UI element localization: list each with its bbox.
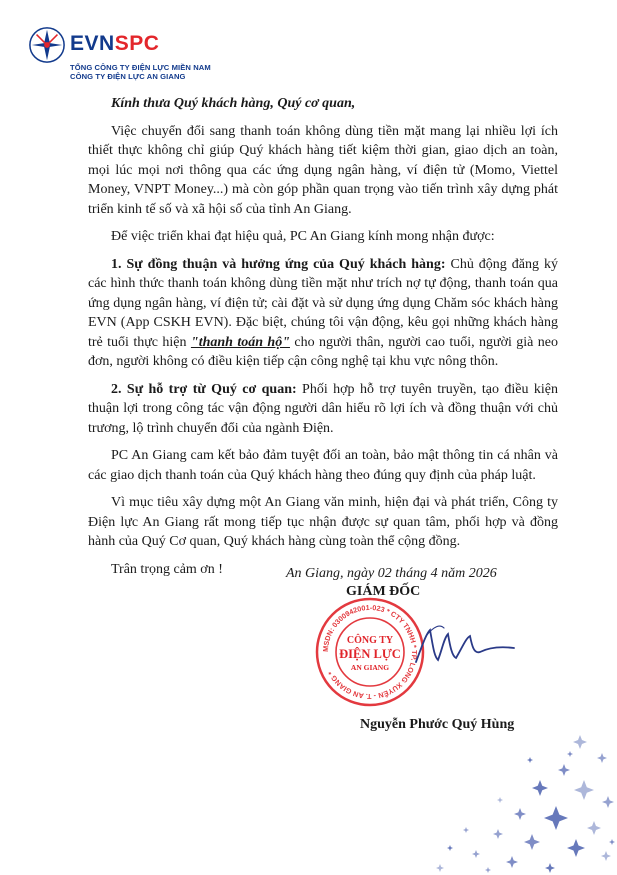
- closing-line: Trân trọng cảm ơn !: [111, 561, 223, 577]
- sparkle-star-icon: [447, 845, 453, 851]
- request-item-2: [88, 380, 558, 439]
- sparkle-star-icon: [545, 863, 555, 873]
- request-item-2-heading: 2. Sự hỗ trợ từ Quý cơ quan:: [111, 381, 297, 397]
- sparkle-star-icon: [609, 839, 615, 845]
- org-line-1: TỔNG CÔNG TY ĐIỆN LỰC MIỀN NAM: [70, 63, 211, 72]
- letter-body: [88, 94, 558, 587]
- sparkle-star-icon: [567, 839, 585, 857]
- sparkle-star-icon: [544, 806, 568, 830]
- salutation: Kính thưa Quý khách hàng, Quý cơ quan,: [111, 96, 356, 111]
- sparkle-star-icon: [527, 757, 533, 763]
- sparkle-star-icon: [532, 780, 548, 796]
- paragraph-request-intro: Để việc triển khai đạt hiệu quả, PC An Giang kính mong nhận được:: [111, 229, 495, 244]
- sparkle-star-icon: [597, 753, 607, 763]
- request-item-1-heading: 1. Sự đồng thuận và hưởng ứng của Quý khách hàng:: [111, 256, 446, 272]
- paragraph-benefits: Việc chuyển đổi sang thanh toán không dùng tiền mặt mang lại nhiều lợi ích thiết thực không chỉ giúp Quý khách hàng tiết kiệm thời gian, giao dịch an toàn, mọi lúc mọi nơi thông qua các ứng dụng ngân hàng, ví điện tử (Momo, Viettel Money, VNPT Money...) mà còn góp phần quan trọng vào tiến trình xây dựng phát triển kinh tế số và xã hội số của tỉnh An Giang.: [88, 123, 558, 217]
- sparkle-star-icon: [463, 827, 469, 833]
- org-line-2: CÔNG TY ĐIỆN LỰC AN GIANG: [70, 72, 186, 81]
- sparkle-star-icon: [436, 864, 444, 872]
- sparkle-star-icon: [567, 751, 573, 757]
- sparkle-star-icon: [485, 867, 491, 873]
- sparkle-star-icon: [506, 856, 518, 868]
- handwritten-signature: [410, 616, 520, 676]
- signer-title: GIÁM ĐỐC: [346, 584, 421, 599]
- request-item-1: [88, 255, 558, 372]
- brand-name: [70, 32, 159, 56]
- request-item-1-highlight: "thanh toán hộ": [190, 334, 290, 350]
- sparkle-star-icon: [524, 834, 540, 850]
- seal-ring-text: MSDN: 0300942001-023 * CTY TNHH * TP. LONG XUYÊN - T. AN GIANG *: [320, 602, 420, 702]
- sparkle-star-icon: [601, 851, 611, 861]
- sparkle-star-icon: [573, 735, 587, 749]
- signing-date: An Giang, ngày 02 tháng 4 năm 2026: [286, 566, 497, 581]
- sparkle-star-icon: [514, 808, 526, 820]
- request-item-1-text-a: Chủ động đăng ký các hình thức thanh toán không dùng tiền mặt như trích nợ tự động, thanh toán qua ứng dụng ngân hàng, ví điện tử; cài đặt và sử dụng ứng dụng Chăm sóc khách hàng EVN (App CSKH EVN). Đặc biệt, chúng tôi vận động, kêu gọi những khách hàng trẻ tuổi thực hiện: [88, 256, 558, 350]
- evn-logo-icon: [28, 26, 66, 64]
- request-item-1-text-b: cho người thân, người cao tuổi, người già neo đơn, người không có điều kiện tiếp cận công nghệ tại khu vực nông thôn.: [88, 334, 558, 369]
- request-item-2-text: Phối hợp hỗ trợ tuyên truyền, tạo điều kiện thuận lợi trong công tác vận động người dân hiểu rõ lợi ích và đồng thuận với chủ trương, lộ trình chuyển đổi của ngành Điện.: [88, 381, 558, 436]
- paragraph-goal: Vì mục tiêu xây dựng một An Giang văn minh, hiện đại và phát triển, Công ty Điện lực An Giang rất mong tiếp tục nhận được sự quan tâm, phối hợp và đồng hành của Quý Cơ quan, Quý khách hàng cùng toàn thể cộng đồng.: [88, 495, 558, 549]
- signer-name: Nguyễn Phước Quý Hùng: [360, 717, 515, 732]
- sparkle-star-icon: [587, 821, 601, 835]
- sparkle-star-icon: [497, 797, 503, 803]
- seal-line-2: ĐIỆN LỰC: [339, 647, 401, 661]
- seal-line-1: CÔNG TY: [346, 635, 394, 646]
- sparkle-decoration: [380, 730, 617, 875]
- sparkle-star-icon: [574, 780, 594, 800]
- brand-evn: EVN: [70, 32, 115, 55]
- brand-spc: SPC: [114, 32, 160, 55]
- seal-line-3: AN GIANG: [350, 663, 390, 672]
- sparkle-star-icon: [558, 764, 570, 776]
- sparkle-star-icon: [472, 850, 480, 858]
- sparkle-star-icon: [602, 796, 614, 808]
- paragraph-commitment: PC An Giang cam kết bảo đảm tuyệt đối an toàn, bảo mật thông tin cá nhân và các giao dịch thanh toán của Quý khách hàng theo đúng quy định của pháp luật.: [88, 448, 558, 483]
- sparkle-star-icon: [493, 829, 503, 839]
